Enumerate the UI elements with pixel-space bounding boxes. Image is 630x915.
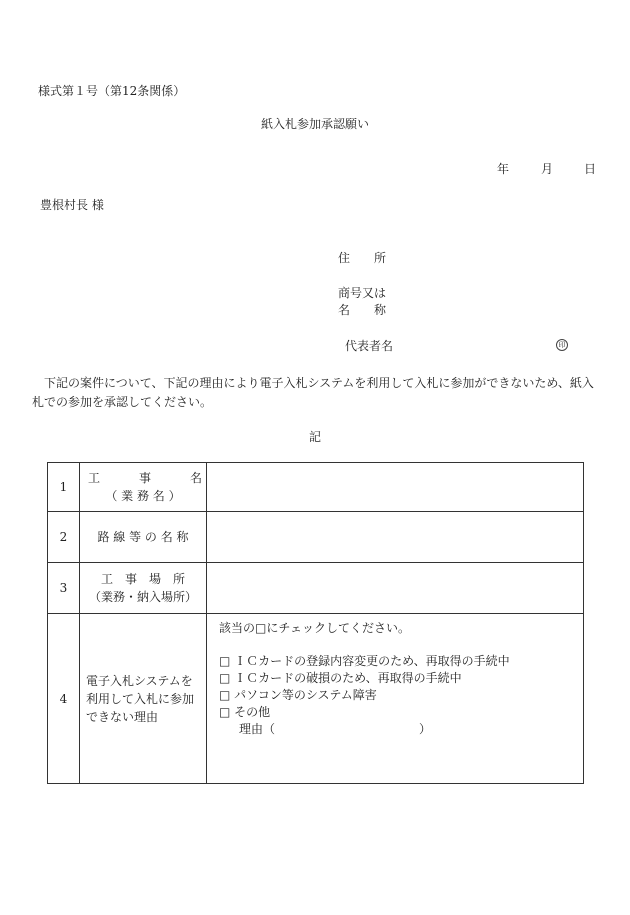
row-number: 2 (48, 512, 80, 563)
address-label: 住 所 (338, 251, 387, 265)
reason-option-ic-damage[interactable]: □ ＩＣカードの破損のため、再取得の手続中 (219, 671, 462, 685)
document-title: 紙入札参加承認願い (260, 117, 369, 131)
body-text: 下記の案件について、下記の理由により電子入札システムを利用して入札に参加ができないため、紙入札での参加を承認してください。 (32, 376, 594, 409)
trade-name-label-1: 商号又は (338, 286, 387, 300)
item-label-reason: 電子入札システムを 利用して入札に参加 できない理由 (80, 614, 207, 784)
date-day: 日 (584, 162, 597, 176)
table-row (48, 563, 584, 614)
table-row (48, 614, 584, 784)
representative-label: 代表者名 (345, 339, 394, 353)
form-number: 様式第１号（第12条関係） (38, 84, 186, 98)
case-table (47, 462, 584, 784)
reason-option-system-failure[interactable]: □ パソコン等のシステム障害 (219, 688, 377, 702)
seal-mark: 印 (556, 339, 568, 351)
row-number: 3 (48, 563, 80, 614)
trade-name-label-2: 名 称 (338, 303, 387, 317)
reason-other-detail[interactable]: 理由（ ） (239, 722, 432, 736)
date-month: 月 (541, 162, 554, 176)
reason-option-ic-registration[interactable]: □ ＩＣカードの登録内容変更のため、再取得の手続中 (219, 654, 510, 668)
item-label-work-name: 工 事 名 （ 業 務 名 ） (80, 463, 207, 512)
date-year: 年 (497, 162, 510, 176)
table-row (48, 512, 584, 563)
addressee: 豊根村長 様 (40, 198, 104, 212)
location-value[interactable] (207, 563, 584, 614)
route-name-value[interactable] (207, 512, 584, 563)
work-name-value[interactable] (207, 463, 584, 512)
reason-options (207, 614, 584, 784)
ki-heading: 記 (308, 430, 321, 444)
table-row (48, 463, 584, 512)
reason-instruction: 該当の□にチェックしてください。 (219, 621, 410, 635)
row-number: 1 (48, 463, 80, 512)
item-label-location: 工 事 場 所 （業務・納入場所） (80, 563, 207, 614)
reason-option-other[interactable]: □ その他 (219, 705, 271, 719)
row-number: 4 (48, 614, 80, 784)
item-label-route: 路 線 等 の 名 称 (80, 512, 207, 563)
